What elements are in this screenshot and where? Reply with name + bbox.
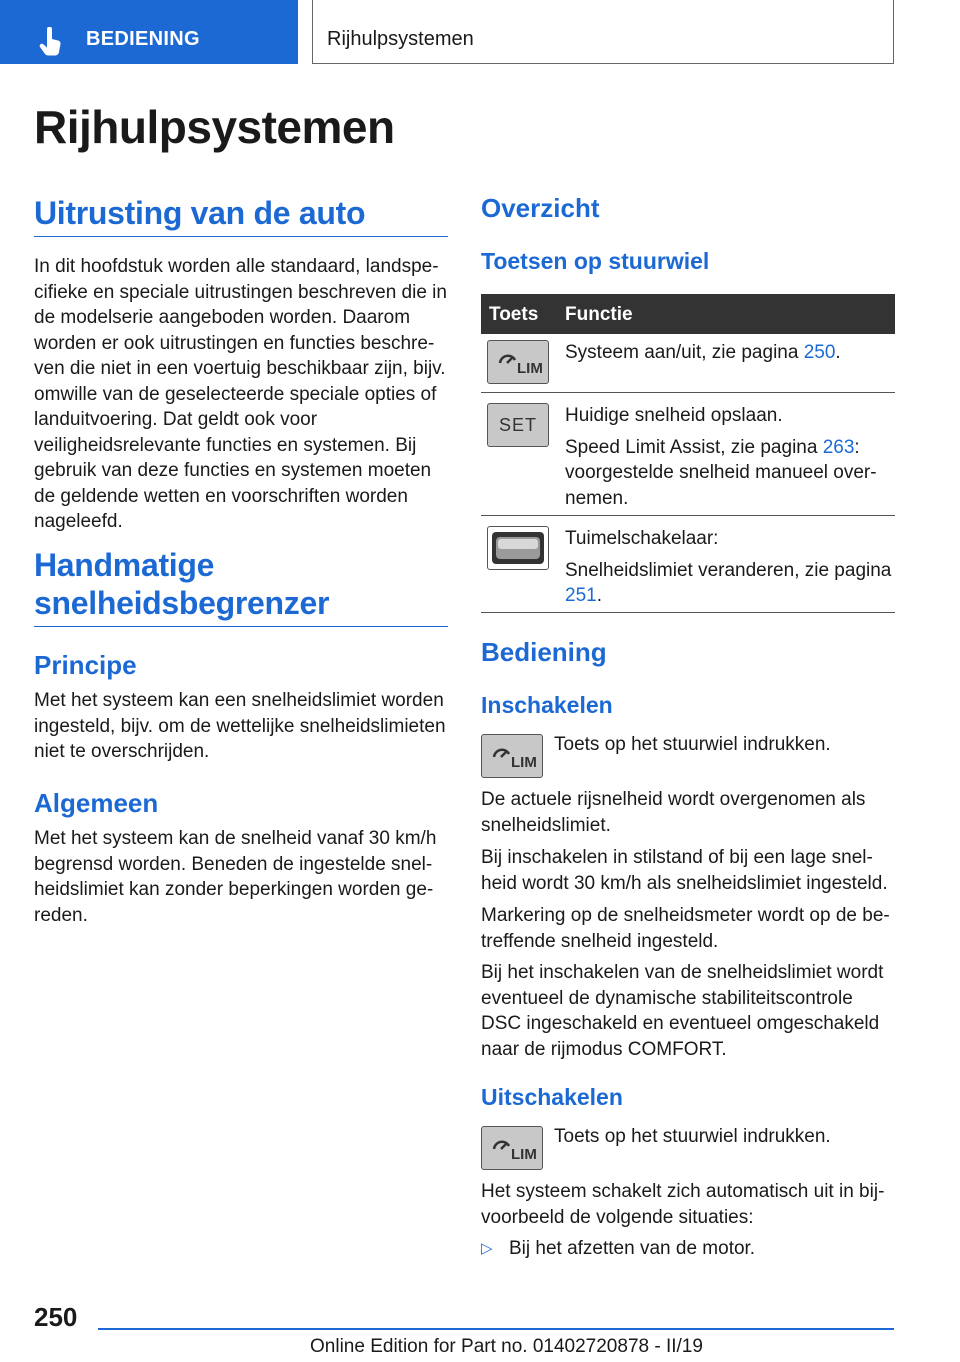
chapter-tab: [312, 0, 894, 64]
table-header: [481, 294, 895, 334]
row-function-text: Huidige snelheid opslaan. Speed Limit Assist, zie pagina 263: voorgestelde snelheid manueel overnemen.: [565, 405, 877, 509]
set-button-icon: SET: [487, 403, 549, 447]
overview-heading: Overzicht: [481, 193, 600, 223]
bullet-marker-icon: ▷: [481, 1240, 493, 1257]
on-heading: Inschakelen: [481, 692, 613, 718]
on-paragraph-4: Bij het inschakelen van de snelheidslimiet wordt eventueel de dynamische stabiliteitscontrole DSC ingeschakeld en eventueel omgeschakeld naar de rijmodus COMFORT.: [481, 962, 884, 1060]
page-number: 250: [34, 1302, 78, 1332]
section-tab: [0, 0, 298, 64]
table-row: [481, 393, 895, 516]
general-heading: Algemeen: [34, 788, 159, 818]
rocker-switch-icon: [487, 526, 549, 570]
section-label: BEDIENING: [86, 28, 200, 50]
on-paragraph-3: Markering op de snelheidsmeter wordt op de betreffende snelheid ingesteld.: [481, 905, 890, 952]
on-button-text: Toets op het stuurwiel indrukken.: [554, 734, 831, 755]
row-function-text: Tuimelschakelaar: Snelheidslimiet veranderen, zie pagina 251.: [565, 528, 892, 606]
off-paragraph-1: Het systeem schakelt zich automatisch uit in bijvoorbeeld de volgende situaties:: [481, 1181, 885, 1228]
lim-button-icon: [481, 1126, 543, 1170]
table-row: [481, 516, 895, 613]
column-header-function: Functie: [565, 304, 633, 325]
page-link[interactable]: 250: [803, 342, 836, 363]
hand-pointer-icon: [38, 27, 64, 57]
footer-edition: Online Edition for Part no. 01402720878 - II/19: [310, 1336, 703, 1357]
page-title: Rijhulpsystemen: [34, 101, 395, 153]
chapter-label: Rijhulpsystemen: [327, 28, 474, 50]
equipment-text: In dit hoofdstuk worden alle standaard, landspecifieke en speciale uitrustingen beschreven die in de modelserie aangeboden worden. Daarom worden er ook uitrustingen en functies beschreven die niet in een voertuig beschikbaar zijn, bijv. omwille van de geselecteerde speciale opties of landuitvoering. Dat geldt ook voor veiligheidsrelevante functies en systemen. Bij gebruik van deze functies en systemen moeten de geldende wetten en voorschriften worden nageleefd.: [34, 256, 447, 532]
principle-text: Met het systeem kan een snelheidslimiet worden ingesteld, bijv. om de wettelijke snelheidslimieten niet te overschrijden.: [34, 690, 446, 762]
on-paragraph-1: De actuele rijsnelheid wordt overgenomen als snelheidslimiet.: [481, 789, 866, 836]
buttons-table: [481, 294, 895, 613]
footer-divider: [98, 1328, 894, 1330]
column-header-key: Toets: [489, 304, 539, 325]
list-item: Bij het afzetten van de motor.: [509, 1238, 756, 1259]
off-button-text: Toets op het stuurwiel indrukken.: [554, 1126, 831, 1147]
page-link[interactable]: 263: [822, 436, 855, 458]
general-text: Met het systeem kan de snelheid vanaf 30 km/h begrensd worden. Beneden de ingestelde snelheidslimiet kan zonder beperkingen worden gereden.: [34, 828, 437, 926]
buttons-heading: Toetsen op stuurwiel: [481, 248, 710, 274]
table-row: [481, 334, 895, 393]
off-heading: Uitschakelen: [481, 1084, 623, 1110]
svg-text:LIM: LIM: [511, 754, 537, 771]
lim-button-icon: [481, 734, 543, 778]
svg-text:LIM: LIM: [511, 1146, 537, 1163]
limiter-heading: Handmatige snelheidsbegrenzer: [34, 546, 448, 627]
operation-heading: Bediening: [481, 637, 607, 667]
lim-button-icon: [487, 340, 549, 384]
on-paragraph-2: Bij inschakelen in stilstand of bij een lage snelheid wordt 30 km/h als snelheidslimiet ingesteld.: [481, 847, 888, 894]
principle-heading: Principe: [34, 650, 137, 680]
equipment-heading: Uitrusting van de auto: [34, 194, 448, 237]
row-function-text: Systeem aan/uit, zie pagina 250.: [565, 342, 841, 363]
page-link[interactable]: 251: [565, 585, 597, 606]
svg-text:LIM: LIM: [517, 360, 543, 377]
